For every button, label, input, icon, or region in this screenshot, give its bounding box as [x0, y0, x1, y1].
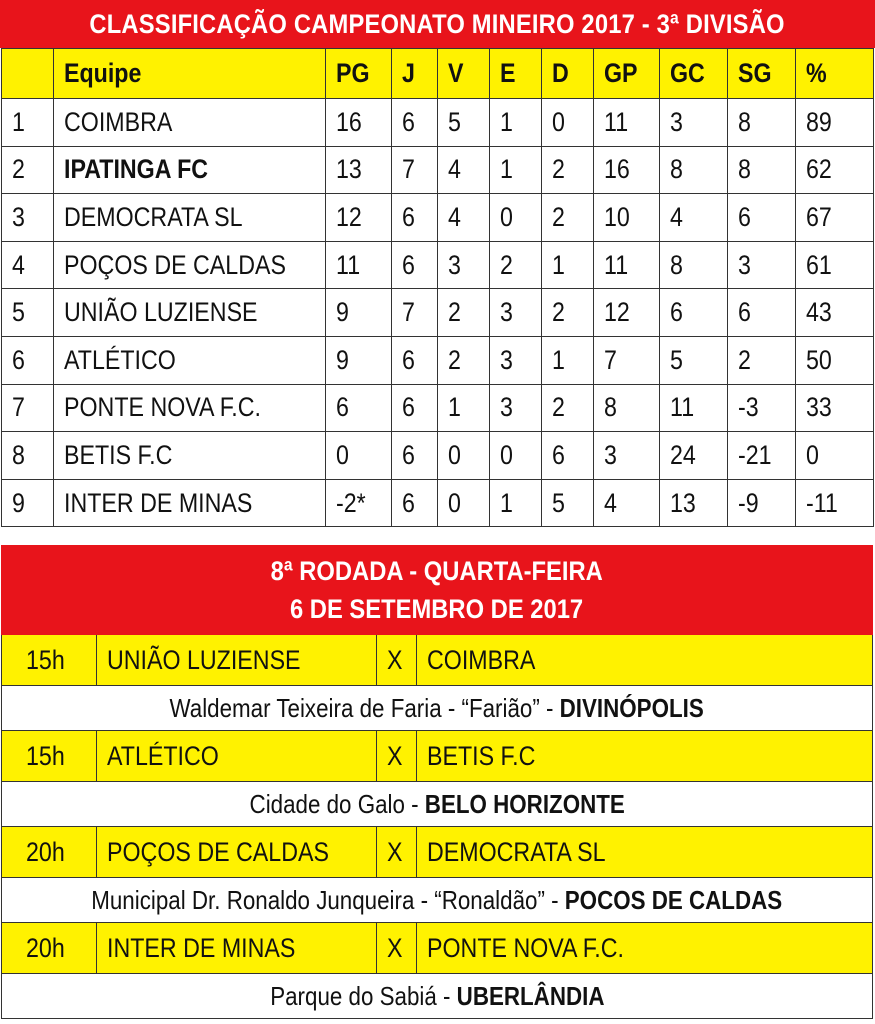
cell-pos: 8 [2, 432, 54, 480]
venue-city: DIVINÓPOLIS [560, 692, 705, 723]
cell-team: DEMOCRATA SL [54, 194, 326, 242]
cell-gp: 8 [594, 384, 660, 432]
cell-pct: 43 [796, 289, 874, 337]
cell-sg: -3 [728, 384, 796, 432]
cell-j: 6 [392, 241, 438, 289]
cell-pg: 13 [326, 146, 392, 194]
match-row [1, 731, 873, 782]
match-home-team: UNIÃO LUZIENSE [97, 635, 377, 685]
cell-gc: 5 [660, 336, 728, 384]
cell-d: 1 [542, 336, 594, 384]
venue-city: UBERLÂNDIA [456, 980, 605, 1011]
table-row [2, 384, 874, 432]
cell-pos: 9 [2, 479, 54, 527]
venue-stadium: Waldemar Teixeira de Faria - “Farião” - [169, 692, 561, 723]
table-row [2, 194, 874, 242]
cell-e: 3 [490, 289, 542, 337]
round-header [1, 545, 873, 635]
cell-sg: -21 [728, 432, 796, 480]
table-row [2, 336, 874, 384]
cell-pct: 0 [796, 432, 874, 480]
cell-v: 2 [438, 289, 490, 337]
cell-team: UNIÃO LUZIENSE [54, 289, 326, 337]
match-away-team: DEMOCRATA SL [427, 836, 606, 867]
header-pct: % [796, 49, 874, 99]
match-time: 20h [2, 827, 97, 877]
match-home-team: INTER DE MINAS [97, 923, 377, 973]
cell-pg: 6 [326, 384, 392, 432]
match-away-team: PONTE NOVA F.C. [427, 932, 624, 963]
cell-gp: 16 [594, 146, 660, 194]
cell-j: 6 [392, 194, 438, 242]
cell-gc: 4 [660, 194, 728, 242]
match-home-team: ATLÉTICO [97, 731, 377, 781]
cell-d: 2 [542, 194, 594, 242]
cell-gc: 11 [660, 384, 728, 432]
round-line-1: 8ª RODADA - QUARTA-FEIRA [270, 556, 604, 586]
cell-team: INTER DE MINAS [54, 479, 326, 527]
cell-gp: 11 [594, 241, 660, 289]
cell-pos: 7 [2, 384, 54, 432]
match-versus: X [377, 731, 417, 781]
cell-team: COIMBRA [54, 99, 326, 147]
match-away-team: BETIS F.C [427, 740, 536, 771]
cell-j: 6 [392, 384, 438, 432]
cell-sg: 8 [728, 146, 796, 194]
cell-j: 6 [392, 479, 438, 527]
table-row [2, 289, 874, 337]
cell-v: 4 [438, 146, 490, 194]
header-gc: GC [660, 49, 728, 99]
cell-gc: 6 [660, 289, 728, 337]
table-row [2, 479, 874, 527]
cell-team: POÇOS DE CALDAS [54, 241, 326, 289]
header-e: E [490, 49, 542, 99]
cell-d: 2 [542, 289, 594, 337]
match-venue [1, 974, 873, 1019]
header-v: V [438, 49, 490, 99]
cell-d: 5 [542, 479, 594, 527]
cell-e: 2 [490, 241, 542, 289]
venue-city: POCOS DE CALDAS [565, 884, 783, 915]
cell-sg: 8 [728, 99, 796, 147]
cell-sg: -9 [728, 479, 796, 527]
cell-gc: 8 [660, 241, 728, 289]
header-j: J [392, 49, 438, 99]
header-gp: GP [594, 49, 660, 99]
cell-pos: 6 [2, 336, 54, 384]
cell-v: 4 [438, 194, 490, 242]
cell-team: ATLÉTICO [54, 336, 326, 384]
cell-e: 1 [490, 146, 542, 194]
match-row [1, 923, 873, 974]
cell-pct: 50 [796, 336, 874, 384]
cell-e: 1 [490, 99, 542, 147]
match-versus: X [377, 923, 417, 973]
cell-pos: 1 [2, 99, 54, 147]
standings-title-text: CLASSIFICAÇÃO CAMPEONATO MINEIRO 2017 - 3ª DIVISÃO [89, 8, 786, 39]
cell-gc: 3 [660, 99, 728, 147]
cell-pg: 11 [326, 241, 392, 289]
cell-gc: 8 [660, 146, 728, 194]
cell-v: 5 [438, 99, 490, 147]
match-time: 15h [2, 635, 97, 685]
venue-stadium: Parque do Sabiá - [269, 980, 457, 1011]
standings-title [0, 0, 875, 48]
cell-gc: 24 [660, 432, 728, 480]
cell-v: 1 [438, 384, 490, 432]
cell-pos: 2 [2, 146, 54, 194]
cell-pg: -2* [326, 479, 392, 527]
cell-gp: 4 [594, 479, 660, 527]
cell-v: 0 [438, 432, 490, 480]
cell-d: 2 [542, 146, 594, 194]
match-versus: X [377, 635, 417, 685]
match-time: 20h [2, 923, 97, 973]
cell-pct: 33 [796, 384, 874, 432]
cell-v: 3 [438, 241, 490, 289]
cell-pct: 67 [796, 194, 874, 242]
header-pg: PG [326, 49, 392, 99]
cell-pg: 16 [326, 99, 392, 147]
cell-d: 0 [542, 99, 594, 147]
table-row [2, 432, 874, 480]
cell-j: 6 [392, 336, 438, 384]
header-pos [2, 49, 54, 99]
cell-pg: 9 [326, 289, 392, 337]
cell-e: 0 [490, 194, 542, 242]
venue-city: BELO HORIZONTE [424, 788, 625, 819]
match-venue [1, 686, 873, 731]
cell-v: 2 [438, 336, 490, 384]
cell-sg: 6 [728, 194, 796, 242]
match-time: 15h [2, 731, 97, 781]
match-away-team: COIMBRA [427, 644, 536, 675]
standings-table [1, 48, 874, 527]
cell-sg: 3 [728, 241, 796, 289]
cell-e: 1 [490, 479, 542, 527]
cell-gp: 3 [594, 432, 660, 480]
header-team: Equipe [54, 49, 326, 99]
cell-v: 0 [438, 479, 490, 527]
cell-pg: 0 [326, 432, 392, 480]
table-row [2, 146, 874, 194]
table-row [2, 99, 874, 147]
match-home-team: POÇOS DE CALDAS [97, 827, 377, 877]
cell-pct: 89 [796, 99, 874, 147]
cell-gp: 12 [594, 289, 660, 337]
cell-d: 1 [542, 241, 594, 289]
cell-j: 7 [392, 146, 438, 194]
cell-d: 2 [542, 384, 594, 432]
cell-team: PONTE NOVA F.C. [54, 384, 326, 432]
venue-stadium: Municipal Dr. Ronaldo Junqueira - “Ronaldão” - [91, 884, 566, 915]
cell-j: 6 [392, 432, 438, 480]
standings-header-row [2, 49, 874, 99]
cell-d: 6 [542, 432, 594, 480]
cell-e: 0 [490, 432, 542, 480]
cell-pct: 61 [796, 241, 874, 289]
cell-pos: 5 [2, 289, 54, 337]
cell-gc: 13 [660, 479, 728, 527]
cell-pct: 62 [796, 146, 874, 194]
table-row [2, 241, 874, 289]
cell-e: 3 [490, 336, 542, 384]
cell-gp: 10 [594, 194, 660, 242]
cell-sg: 6 [728, 289, 796, 337]
cell-gp: 7 [594, 336, 660, 384]
cell-pos: 3 [2, 194, 54, 242]
cell-e: 3 [490, 384, 542, 432]
match-list [1, 635, 873, 1019]
match-row [1, 827, 873, 878]
cell-team: IPATINGA FC [54, 146, 326, 194]
match-venue [1, 878, 873, 923]
cell-j: 7 [392, 289, 438, 337]
cell-pg: 12 [326, 194, 392, 242]
cell-pg: 9 [326, 336, 392, 384]
venue-stadium: Cidade do Galo - [249, 788, 425, 819]
header-d: D [542, 49, 594, 99]
cell-gp: 11 [594, 99, 660, 147]
header-sg: SG [728, 49, 796, 99]
round-line-2: 6 DE SETEMBRO DE 2017 [290, 594, 584, 624]
cell-pos: 4 [2, 241, 54, 289]
cell-pct: -11 [796, 479, 874, 527]
cell-j: 6 [392, 99, 438, 147]
match-venue [1, 782, 873, 827]
cell-sg: 2 [728, 336, 796, 384]
cell-team: BETIS F.C [54, 432, 326, 480]
match-versus: X [377, 827, 417, 877]
match-row [1, 635, 873, 686]
